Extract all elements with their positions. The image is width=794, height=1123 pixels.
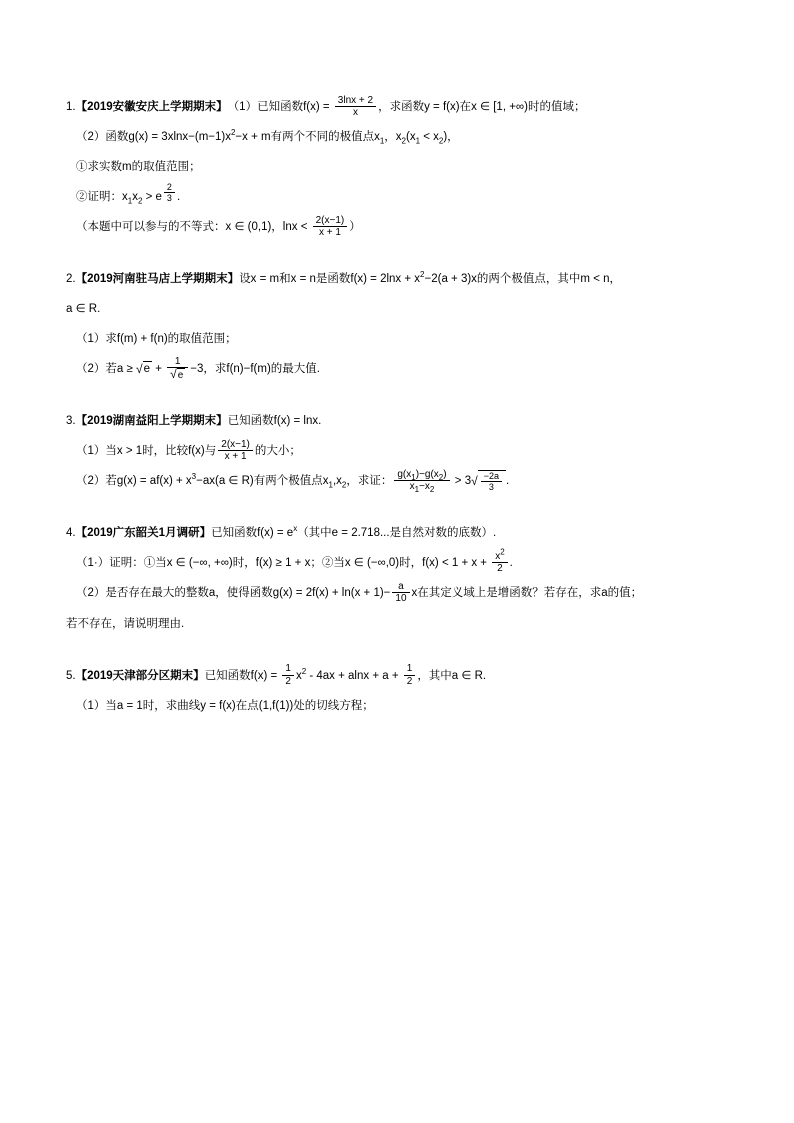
frac-2-over-3: 2 3 <box>164 182 175 204</box>
problem-5 <box>66 661 730 721</box>
problem-1-line-3: ①求实数m的取值范围； <box>76 161 201 174</box>
sqrt-neg2a-over-3: √ $\frac{-2a}{3}$ <box>471 466 506 496</box>
problem-1-line-4: ②证明：$x_1x_2 > e$ $^{\frac{2}{3}}$ . <box>76 181 181 206</box>
problem-4-line-1: 4.【2019广东韶关1月调研】已知函数$f(x) = e^x$（其中e = 2.718...是自然对数的底数）. <box>66 524 497 540</box>
problem-5-number: 5. <box>66 669 76 682</box>
document-content <box>66 92 730 741</box>
problem-3-number: 3. <box>66 415 76 428</box>
problem-3-source: 【2019湖南益阳上学期期末】 <box>75 415 228 428</box>
problem-1-number: 1. <box>66 101 76 114</box>
frac-a-over-10: $\frac{a}{10}$ <box>392 581 409 605</box>
problem-4-line-4: 若不存在，请说明理由. <box>66 617 185 630</box>
problem-5-source: 【2019天津部分区期末】 <box>75 669 205 682</box>
frac-1-over-2-b: $\frac{1}{2}$ <box>404 663 416 687</box>
problem-3 <box>66 406 730 496</box>
problem-3-line-2: （1）当x > 1时，比较f(x)与 $\frac{2(x-1)}{x + 1}$ 的大小； <box>76 438 301 463</box>
problem-5-line-2: （1）当a = 1时，求曲线y = f(x)在点(1,f(1))处的切线方程； <box>76 699 374 712</box>
problem-1-line-5: （本题中可以参与的不等式：x ∈ (0,1)，lnx < $\frac{2(x-1)}{x + 1}$ ） <box>76 214 361 239</box>
problem-2-line-3: （1）求f(m) + f(n)的取值范围； <box>76 333 237 346</box>
problem-1-line-2: （2）函数$g(x) = 3xlnx-(m-1)x^2-x + m$有两个不同的极值点$x_1$，$x_2(x_1 < x_2)$， <box>76 128 459 146</box>
sqrt-e: √e <box>136 362 150 377</box>
problem-1-line-1: 1.【2019安徽安庆上学期期末】（1）已知函数f(x) = $\frac{3\ln x + 2}{x}$ ，求函数y = f(x)在x ∈ [1, +∞)时的值域； <box>66 94 586 118</box>
problem-2-number: 2. <box>66 273 76 286</box>
problem-2-line-4: （2）若a ≥ √e + $\frac{1}{√e}$ −3，求f(n)−f(m)的最大值. <box>66 354 730 384</box>
problem-1 <box>66 92 730 242</box>
problem-3-line-1: 3.【2019湖南益阳上学期期末】已知函数f(x) = lnx. <box>66 415 322 428</box>
problem-2-line-2: a ∈ R. <box>66 303 101 316</box>
problem-2-source: 【2019河南驻马店上学期期末】 <box>75 273 240 286</box>
problem-3-line-3: （2）若$g(x) = af(x) + x^3-ax(a$ ∈ R)有两个极值点$x_1,x_2$，求证： $\frac{g(x_1)-g(x_2)}{x_1-x_2}$ > 3√ $\frac{-2a}{3}$ . <box>66 466 730 496</box>
frac-2x1-over-x1: $\frac{2(x-1)}{x + 1}$ <box>313 215 348 239</box>
problem-4-line-3: （2）是否存在最大的整数a，使得函数g(x) = 2f(x) + ln(x + 1)− $\frac{a}{10}$ x在其定义域上是增函数？若存在，求a的值； <box>76 580 643 605</box>
frac-3lnx2-over-x: $\frac{3\ln x + 2}{x}$ <box>335 95 376 119</box>
problem-4-number: 4. <box>66 527 76 540</box>
frac-x2-over-2: $\frac{x^2}{2}$ <box>492 551 507 575</box>
problem-2 <box>66 264 730 384</box>
frac-2x1-over-x1-b: $\frac{2(x-1)}{x + 1}$ <box>218 439 253 463</box>
problem-1-source: 【2019安徽安庆上学期期末】 <box>75 101 228 114</box>
frac-gx1-gx2-over-x1-x2: $\frac{g(x_1)-g(x_2)}{x_1-x_2}$ <box>394 469 449 493</box>
problem-5-line-1: 5.【2019天津部分区期末】已知函数f(x) = $\frac{1}{2}$ $x^2 - 4ax + alnx + a$ + $\frac{1}{2}$ ，其中a ∈ R. <box>66 663 487 687</box>
problem-2-line-1: 2.【2019河南驻马店上学期期末】设x = m和x = n是函数$f(x) = 2\ln x + x^2-2(a + 3)x$的两个极值点，其中m < n， <box>66 270 621 286</box>
problem-4-source: 【2019广东韶关1月调研】 <box>75 527 212 540</box>
frac-1-over-sqrte: $\frac{1}{√e}$ <box>167 356 188 383</box>
frac-1-over-2: $\frac{1}{2}$ <box>282 663 294 687</box>
problem-4 <box>66 518 730 638</box>
problem-4-line-2: （1·）证明：①当x ∈ (−∞, +∞)时，f(x) ≥ 1 + x；②当x ∈ (−∞,0)时，f(x) < 1 + x + $\frac{x^2}{2}$ . <box>76 547 513 575</box>
